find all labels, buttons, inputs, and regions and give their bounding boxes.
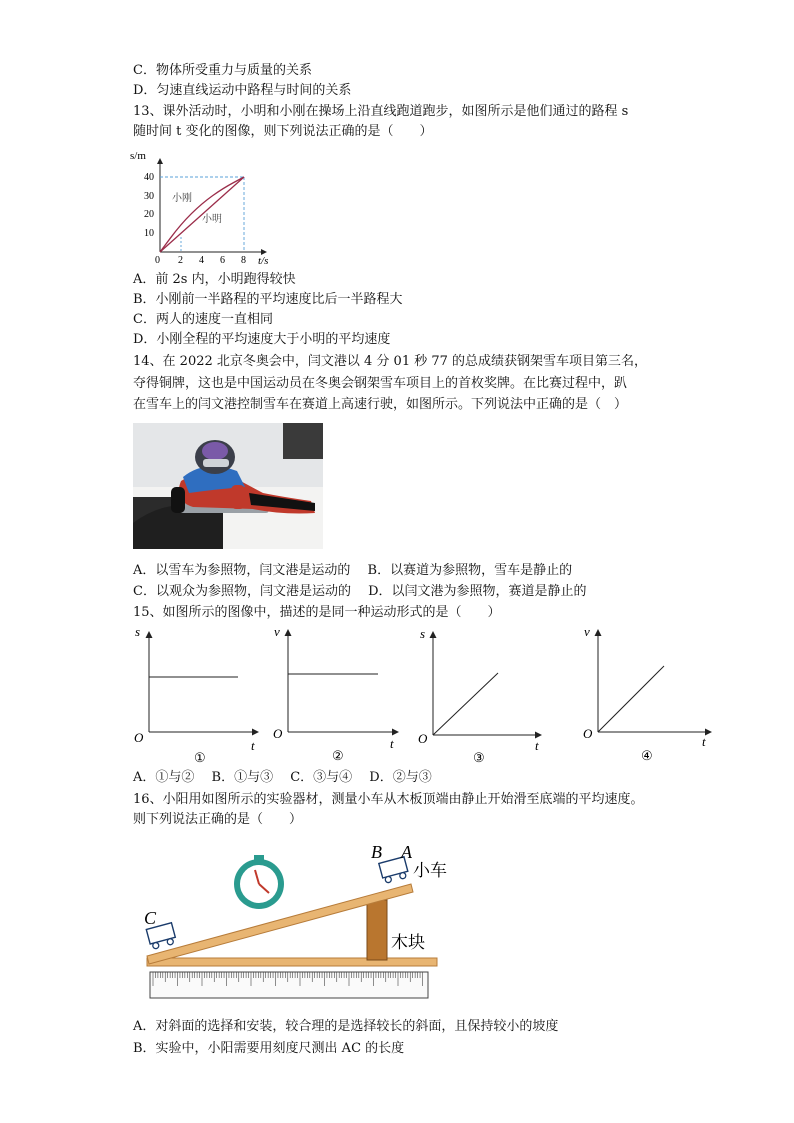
point-c-label: C xyxy=(144,908,157,928)
y-axis-label: s/m xyxy=(130,150,146,162)
graph-4 xyxy=(583,624,711,763)
series-label-gang: 小刚 xyxy=(172,193,192,204)
axis-label: t xyxy=(251,738,255,753)
x-axis-label: t/s xyxy=(258,255,269,267)
q13-stem-2: 随时间 t 变化的图像，则下列说法正确的是（ ） xyxy=(133,124,433,139)
x-tick-label: 6 xyxy=(220,255,225,266)
q14-options-ab: A．以雪车为参照物，闫文港是运动的 B．以赛道为参照物，雪车是静止的 xyxy=(133,563,573,578)
option-c-prev: C．物体所受重力与质量的关系 xyxy=(133,63,312,78)
series-label-ming: 小明 xyxy=(202,214,222,225)
q15-options: A．①与② B．①与③ C．③与④ D．②与③ xyxy=(133,770,432,785)
q14-options-cd: C．以观众为参照物，闫文港是运动的 D．以闫文港为参照物，赛道是静止的 xyxy=(133,584,587,599)
graph-number: ② xyxy=(332,748,344,763)
graph-3 xyxy=(418,626,541,765)
y-tick-label: 20 xyxy=(144,209,154,220)
point-a-label: A xyxy=(401,842,412,862)
x-tick-label: 2 xyxy=(178,255,183,266)
q16-stem-1: 16、小阳用如图所示的实验器材，测量小车从木板顶端由静止开始滑至底端的平均速度。 xyxy=(133,792,644,807)
graph-1 xyxy=(134,624,258,765)
graph-number: ① xyxy=(194,750,206,765)
x-tick-label: 8 xyxy=(241,255,246,266)
cart-label: 小车 xyxy=(413,861,447,880)
y-tick-label: 40 xyxy=(144,172,154,183)
q13-stem-1: 13、课外活动时，小明和小刚在操场上沿直线跑道跑步，如图所示是他们通过的路程 s xyxy=(133,104,629,119)
origin-label: O xyxy=(418,731,428,746)
y-tick-label: 30 xyxy=(144,191,154,202)
axis-label: t xyxy=(390,736,394,751)
origin-label: 0 xyxy=(155,255,160,266)
q13-chart xyxy=(126,145,286,270)
y-tick-label: 10 xyxy=(144,228,154,239)
option-d-prev: D．匀速直线运动中路程与时间的关系 xyxy=(133,83,352,98)
q14-stem-3: 在雪车上的闫文港控制雪车在赛道上高速行驶，如图所示。下列说法中正确的是（ ） xyxy=(133,397,628,412)
graph-number: ④ xyxy=(641,748,653,763)
origin-label: O xyxy=(134,730,144,745)
axis-label: t xyxy=(702,734,706,749)
q14-stem-1: 14、在 2022 北京冬奥会中，闫文港以 4 分 01 秒 77 的总成绩获钢架雪车项目第三名， xyxy=(133,354,648,369)
axis-label: t xyxy=(535,738,539,753)
q13-option-b: B．小刚前一半路程的平均速度比后一半路程大 xyxy=(133,292,403,307)
q16-option-a: A．对斜面的选择和安装，较合理的是选择较长的斜面，且保持较小的坡度 xyxy=(133,1019,559,1034)
q15-stem: 15、如图所示的图像中，描述的是同一种运动形式的是（ ） xyxy=(133,605,501,620)
point-b-label: B xyxy=(371,842,382,862)
q13-option-c: C．两人的速度一直相同 xyxy=(133,312,273,327)
incline-experiment-figure xyxy=(133,838,463,1006)
origin-label: O xyxy=(273,726,283,741)
q14-stem-2: 夺得铜牌，这也是中国运动员在冬奥会钢架雪车项目上的首枚奖牌。在比赛过程中，趴 xyxy=(133,376,628,391)
q16-option-b: B．实验中，小阳需要用刻度尺测出 AC 的长度 xyxy=(133,1041,405,1056)
axis-label: v xyxy=(584,624,590,639)
axis-label: s xyxy=(135,624,141,639)
axis-label: s xyxy=(420,626,426,641)
q16-stem-2: 则下列说法正确的是（ ） xyxy=(133,812,303,827)
q13-option-a: A．前 2s 内，小明跑得较快 xyxy=(133,272,296,287)
origin-label: O xyxy=(583,726,593,741)
q13-option-d: D．小刚全程的平均速度大于小明的平均速度 xyxy=(133,332,391,347)
graph-2 xyxy=(273,624,398,763)
q15-graphs xyxy=(126,622,726,770)
skeleton-athlete-photo xyxy=(133,423,323,549)
block-label: 木块 xyxy=(391,933,425,952)
x-tick-label: 4 xyxy=(199,255,204,266)
graph-number: ③ xyxy=(473,750,485,765)
axis-label: v xyxy=(274,624,280,639)
